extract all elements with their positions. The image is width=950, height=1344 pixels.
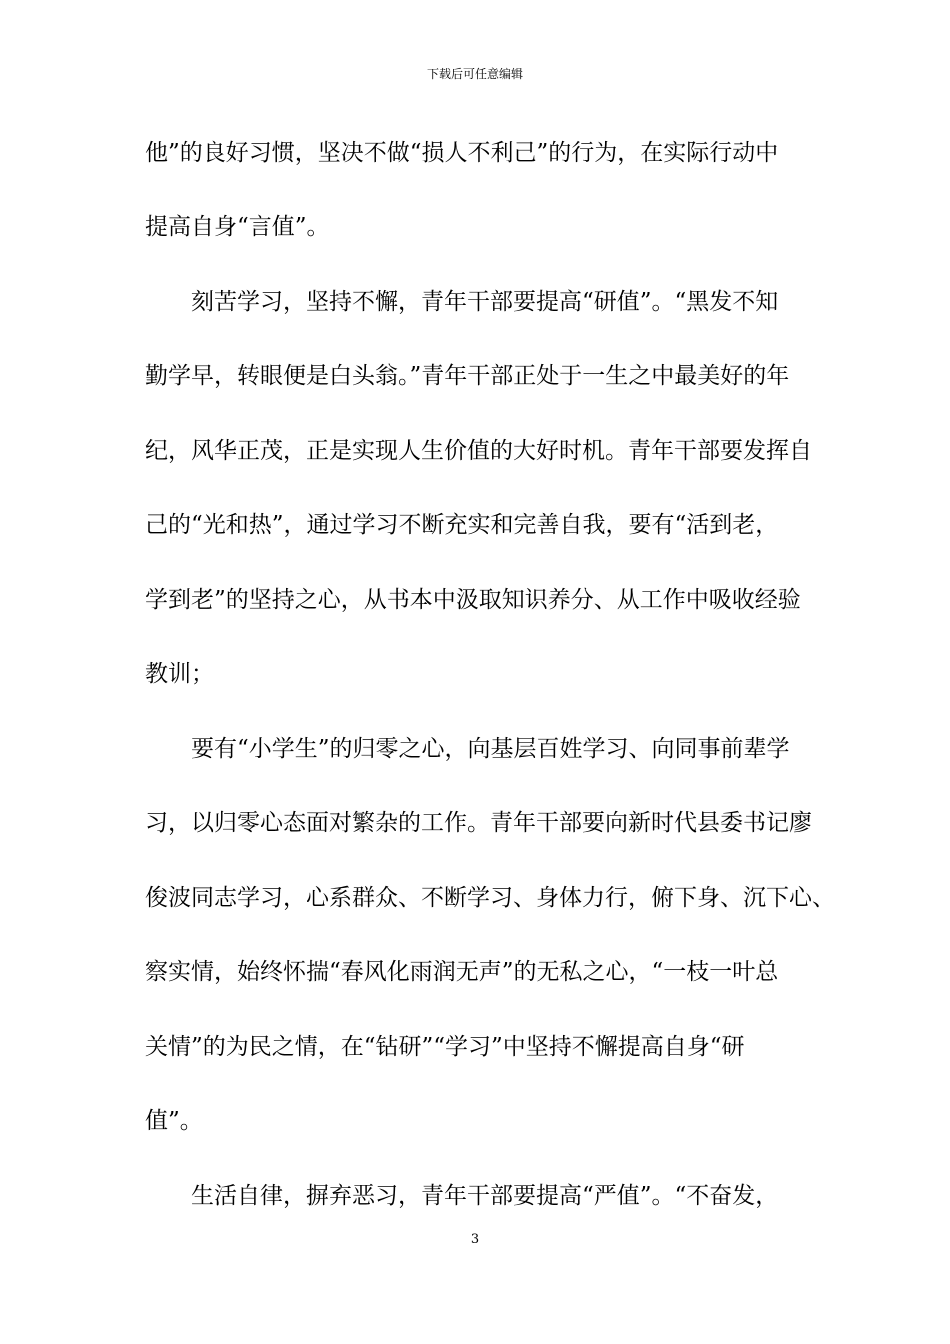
document-body: 他”的良好习惯，坚决不做“损人不利己”的行为，在实际行动中 提高自身“言值”。 刻苦学习，坚持不懈，青年干部要提高“研值”。“黑发不知 勤学早，转眼便是白头翁。”青年干部正处于一生之中最美好的年 纪，风华正茂，正是实现人生价值的大好时机。青年干部要发挥自 己的“光和热”，通过学习不断充实和完善自我，要有“活到老， 学到老”的坚持之心，从书本中汲取知识养分、从工作中吸收经验 教训； 要有“小学生”的归零之心，向基层百姓学习、向同事前辈学 习，以归零心态面对繁杂的工作。青年干部要向新时代县委书记廖 俊波同志学习，心系群众、不断学习、身体力行，俯下身、沉下心、 察实情，始终怀揣“春风化雨润无声”的无私之心，“一枝一叶总 关情”的为民之情，在“钻研”“学习”中坚持不懈提高自身“研 值”。 生活自律，摒弃恶习，青年干部要提高“严值”。“不奋发， — [145, 140, 835, 1209]
page-number: 3 — [470, 1232, 480, 1247]
page-header: 下载后可任意编辑 — [426, 67, 523, 81]
